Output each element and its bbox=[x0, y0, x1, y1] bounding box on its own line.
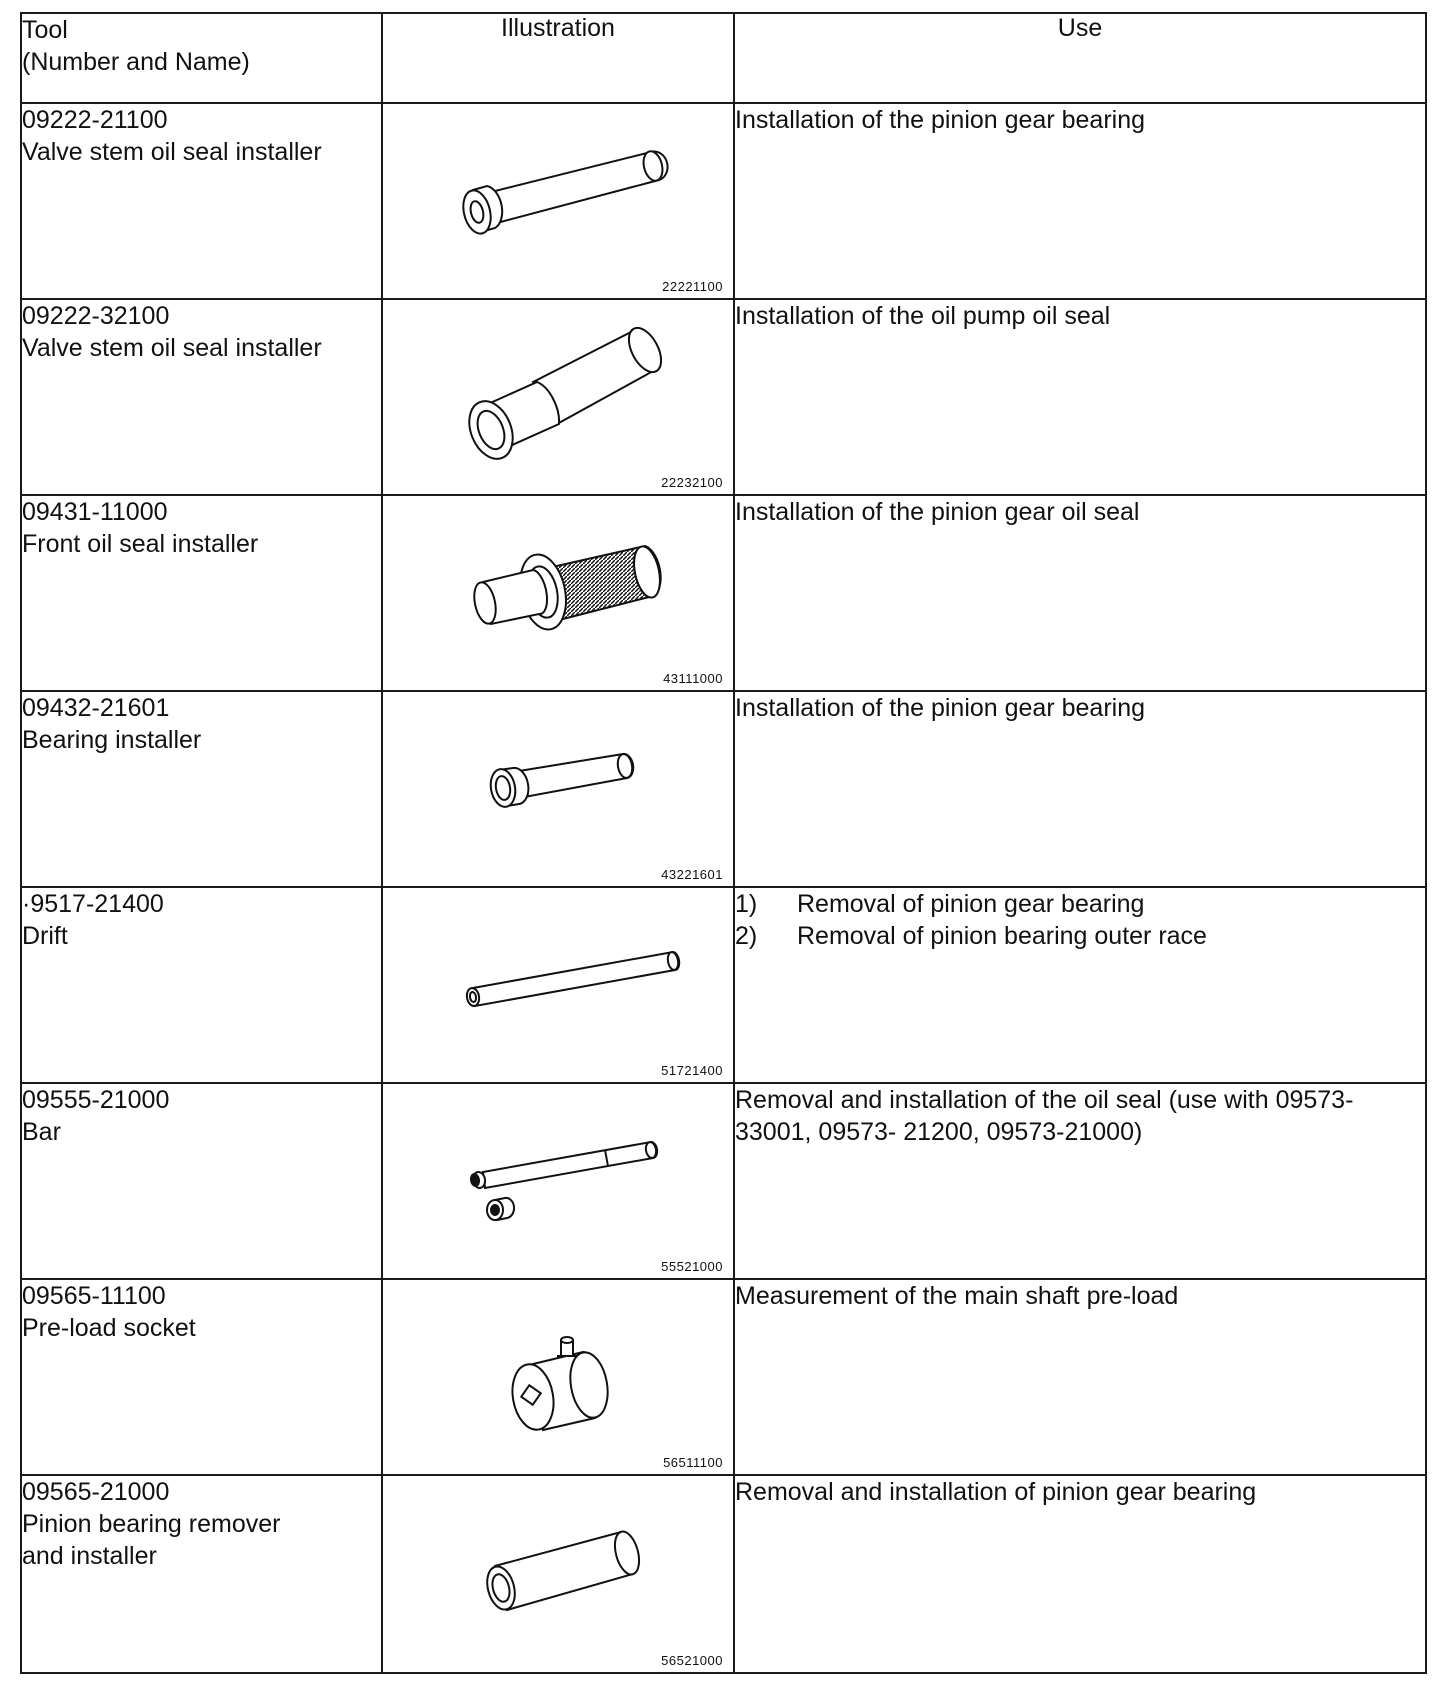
use-cell bbox=[734, 299, 1426, 495]
use-text: Installation of the pinion gear oil seal bbox=[735, 498, 1140, 526]
header-tool: Tool (Number and Name) bbox=[21, 13, 382, 103]
header-row bbox=[21, 13, 1426, 103]
tool-cell bbox=[21, 495, 382, 691]
illustration-cell bbox=[382, 299, 734, 495]
tool-cell bbox=[21, 299, 382, 495]
use-text: Removal and installation of pinion gear bearing bbox=[735, 1478, 1257, 1506]
tool-number: 09565-21000 bbox=[22, 1478, 170, 1506]
use-cell bbox=[734, 691, 1426, 887]
tool-name: Bar bbox=[22, 1118, 61, 1146]
use-cell bbox=[734, 495, 1426, 691]
illustration-cell bbox=[382, 1083, 734, 1279]
use-cell bbox=[734, 1475, 1426, 1673]
illustration-code: 43221601 bbox=[661, 867, 723, 882]
list-number: 1) bbox=[735, 890, 758, 918]
use-text: Measurement of the main shaft pre-load bbox=[735, 1282, 1179, 1310]
illustration-code: 56521000 bbox=[661, 1653, 723, 1668]
bearing-installer-rod-icon bbox=[383, 692, 763, 886]
illustration-code: 51721400 bbox=[661, 1063, 723, 1078]
illustration-code: 55521000 bbox=[661, 1259, 723, 1274]
tool-name: Pinion bearing remover and installer bbox=[22, 1510, 281, 1570]
bar-with-collar-icon bbox=[383, 1084, 763, 1278]
short-rod-installer-icon bbox=[383, 104, 763, 298]
drift-rod-icon bbox=[383, 888, 763, 1082]
use-text: Installation of the oil pump oil seal bbox=[735, 302, 1111, 330]
illustration-code: 22232100 bbox=[661, 475, 723, 490]
list-text: Removal of pinion gear bearing bbox=[797, 890, 1145, 918]
tool-cell bbox=[21, 1279, 382, 1475]
illustration-cell bbox=[382, 1475, 734, 1673]
use-list bbox=[735, 888, 1425, 952]
header-use: Use bbox=[734, 13, 1426, 103]
table-row bbox=[21, 103, 1426, 299]
tool-name: Bearing installer bbox=[22, 726, 202, 754]
table-row bbox=[21, 691, 1426, 887]
special-tools-table bbox=[20, 12, 1427, 1674]
illustration-code: 22221100 bbox=[662, 279, 723, 294]
header-illustration: Illustration bbox=[382, 13, 734, 103]
tool-cell bbox=[21, 887, 382, 1083]
stepped-sleeve-installer-icon bbox=[383, 300, 763, 494]
illustration-cell bbox=[382, 691, 734, 887]
use-cell bbox=[734, 1083, 1426, 1279]
illustration-code: 56511100 bbox=[663, 1455, 723, 1470]
use-cell bbox=[734, 887, 1426, 1083]
illustration-cell bbox=[382, 1279, 734, 1475]
list-number: 2) bbox=[735, 922, 758, 950]
use-text: Installation of the pinion gear bearing bbox=[735, 106, 1146, 134]
use-cell bbox=[734, 1279, 1426, 1475]
table-row bbox=[21, 887, 1426, 1083]
tool-cell bbox=[21, 691, 382, 887]
illustration-cell bbox=[382, 103, 734, 299]
tool-name: Valve stem oil seal installer bbox=[22, 334, 322, 362]
tool-cell bbox=[21, 103, 382, 299]
list-item bbox=[735, 920, 1425, 952]
table-row bbox=[21, 1279, 1426, 1475]
use-text: Removal and installation of the oil seal (use with 09573-33001, 09573- 21200, 09573-21000) bbox=[735, 1086, 1354, 1146]
tool-number: 09431-11000 bbox=[22, 498, 168, 526]
tube-remover-installer-icon bbox=[383, 1476, 763, 1670]
tool-number: 09222-21100 bbox=[22, 106, 168, 134]
tool-cell bbox=[21, 1475, 382, 1673]
illustration-cell bbox=[382, 887, 734, 1083]
table-row bbox=[21, 495, 1426, 691]
tool-number: 09222-32100 bbox=[22, 302, 170, 330]
preload-socket-icon bbox=[383, 1280, 763, 1474]
tool-name: Pre-load socket bbox=[22, 1314, 196, 1342]
tool-name: Front oil seal installer bbox=[22, 530, 259, 558]
table-row bbox=[21, 1083, 1426, 1279]
use-text: Installation of the pinion gear bearing bbox=[735, 694, 1146, 722]
table-row bbox=[21, 1475, 1426, 1673]
tool-number: 09565-11100 bbox=[22, 1282, 166, 1310]
tool-number: 09555-21000 bbox=[22, 1086, 170, 1114]
tool-cell bbox=[21, 1083, 382, 1279]
list-item bbox=[735, 888, 1425, 920]
list-text: Removal of pinion bearing outer race bbox=[797, 922, 1207, 950]
flanged-knurled-installer-icon bbox=[383, 496, 763, 690]
use-cell bbox=[734, 103, 1426, 299]
tool-name: Valve stem oil seal installer bbox=[22, 138, 322, 166]
tool-name: Drift bbox=[22, 922, 68, 950]
illustration-cell bbox=[382, 495, 734, 691]
tool-number: 09432-21601 bbox=[22, 694, 170, 722]
table-row bbox=[21, 299, 1426, 495]
illustration-code: 43111000 bbox=[663, 671, 723, 686]
tool-number: ·9517-21400 bbox=[22, 890, 164, 918]
